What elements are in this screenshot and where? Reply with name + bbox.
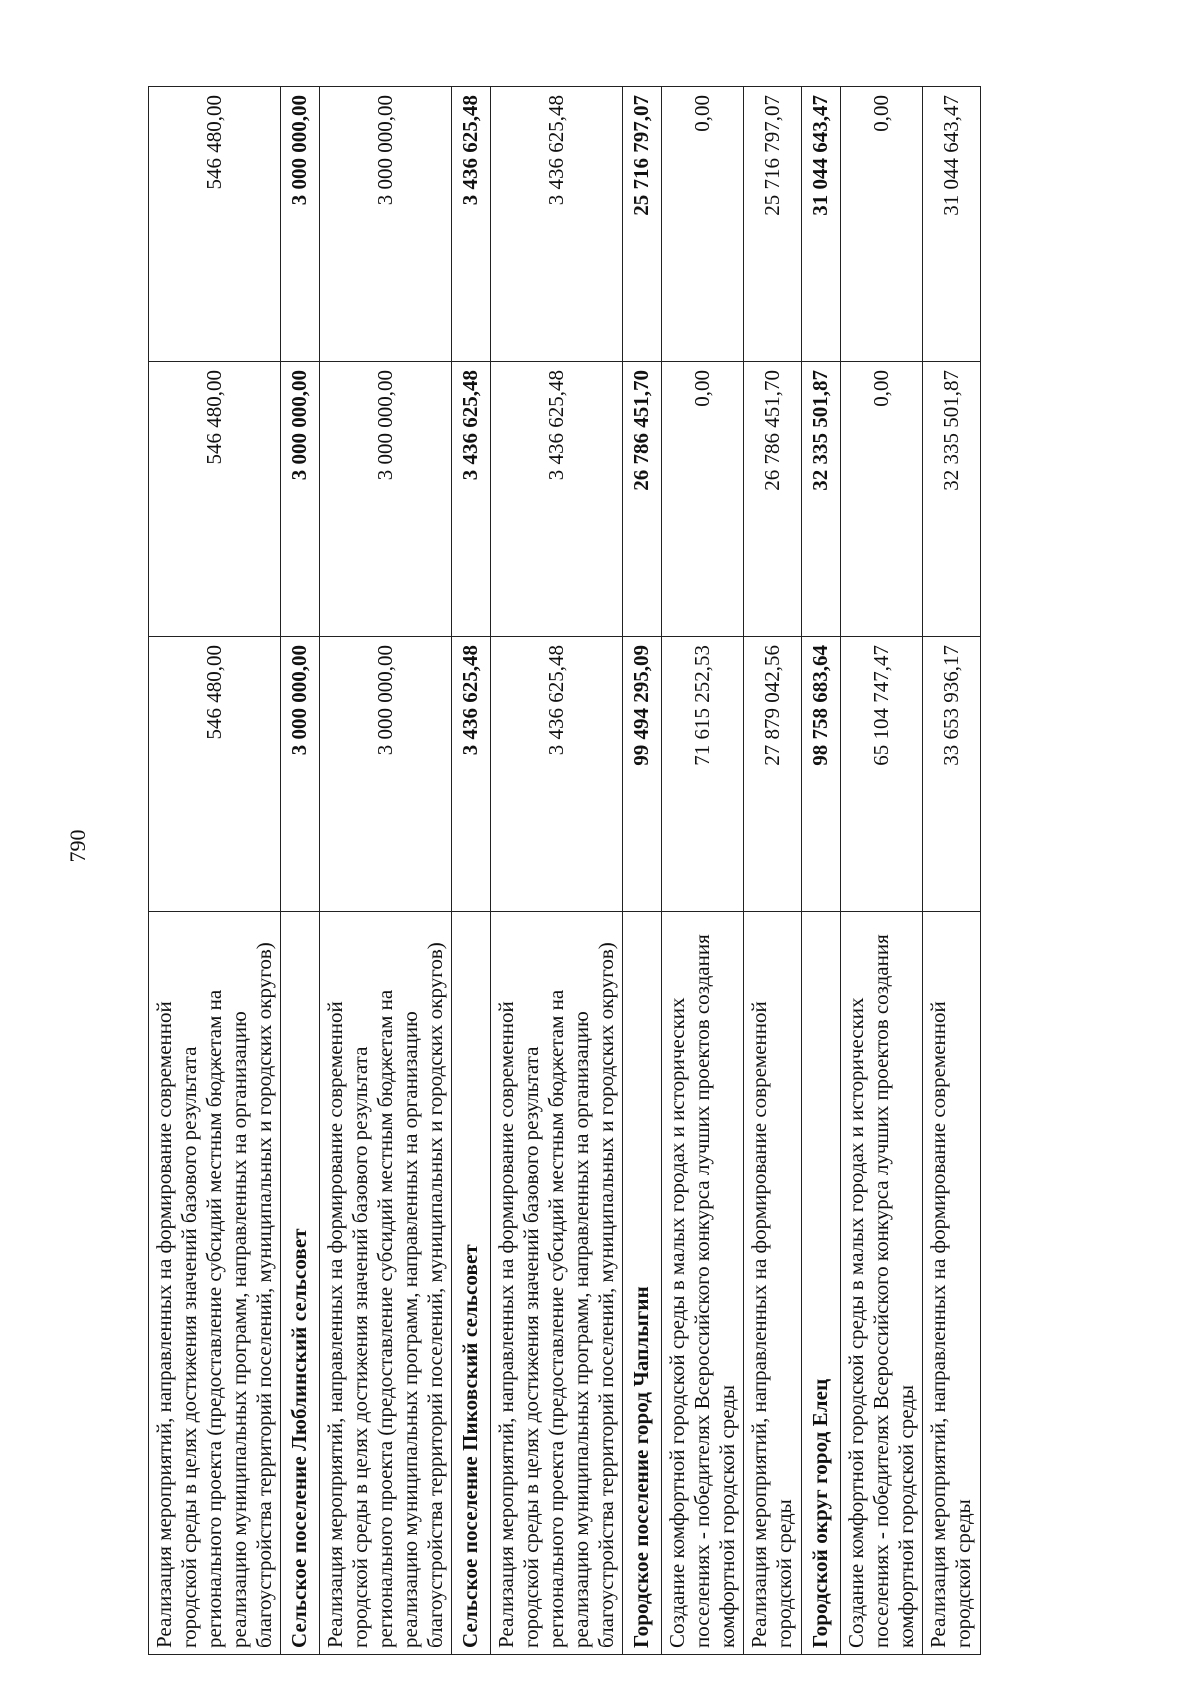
row-value-3: 3 436 625,48 xyxy=(452,87,491,362)
row-value-3: 546 480,00 xyxy=(149,87,281,362)
row-value-2: 546 480,00 xyxy=(149,362,281,637)
row-value-1: 3 000 000,00 xyxy=(281,637,320,912)
row-value-3: 3 000 000,00 xyxy=(320,87,452,362)
row-value-3: 0,00 xyxy=(662,87,744,362)
row-value-2: 3 000 000,00 xyxy=(320,362,452,637)
table-row-section xyxy=(623,87,662,1655)
budget-table xyxy=(148,86,981,1655)
row-value-2: 0,00 xyxy=(841,362,923,637)
table-row xyxy=(491,87,623,1655)
row-value-3: 3 436 625,48 xyxy=(491,87,623,362)
table-row xyxy=(662,87,744,1655)
row-value-1: 27 879 042,56 xyxy=(744,637,802,912)
row-description: Реализация мероприятий, направленных на формирование современной городской среды xyxy=(923,912,981,1655)
row-value-1: 3 000 000,00 xyxy=(320,637,452,912)
section-title: Сельское поселение Люблинский сельсовет xyxy=(281,912,320,1655)
row-value-3: 25 716 797,07 xyxy=(744,87,802,362)
table-row xyxy=(923,87,981,1655)
row-value-1: 33 653 936,17 xyxy=(923,637,981,912)
row-value-2: 26 786 451,70 xyxy=(744,362,802,637)
row-value-2: 3 000 000,00 xyxy=(281,362,320,637)
table-row xyxy=(320,87,452,1655)
section-title: Городской округ город Елец xyxy=(802,912,841,1655)
row-description: Создание комфортной городской среды в малых городах и исторических поселениях - победителях Всероссийского конкурса лучших проектов создания комфортной городской среды xyxy=(662,912,744,1655)
row-description: Реализация мероприятий, направленных на формирование современной городской среды в целях достижения значений базового результата регионального проекта (предоставление субсидий местным бюджетам на реализацию муниципальных программ, направленных на организацию благоустройства территорий поселений, муниципальных и городских округов) xyxy=(320,912,452,1655)
row-value-3: 25 716 797,07 xyxy=(623,87,662,362)
row-value-1: 3 436 625,48 xyxy=(452,637,491,912)
row-value-2: 3 436 625,48 xyxy=(491,362,623,637)
table-row xyxy=(149,87,281,1655)
row-value-2: 32 335 501,87 xyxy=(923,362,981,637)
row-value-3: 31 044 643,47 xyxy=(802,87,841,362)
row-value-2: 3 436 625,48 xyxy=(452,362,491,637)
row-value-1: 3 436 625,48 xyxy=(491,637,623,912)
row-value-3: 0,00 xyxy=(841,87,923,362)
table-row xyxy=(841,87,923,1655)
row-value-2: 32 335 501,87 xyxy=(802,362,841,637)
table-row-section xyxy=(802,87,841,1655)
row-value-2: 0,00 xyxy=(662,362,744,637)
row-description: Реализация мероприятий, направленных на формирование современной городской среды xyxy=(744,912,802,1655)
section-title: Сельское поселение Пиковский сельсовет xyxy=(452,912,491,1655)
row-description: Создание комфортной городской среды в малых городах и исторических поселениях - победителях Всероссийского конкурса лучших проектов создания комфортной городской среды xyxy=(841,912,923,1655)
section-title: Городское поселение город Чаплыгин xyxy=(623,912,662,1655)
table-row xyxy=(744,87,802,1655)
row-description: Реализация мероприятий, направленных на формирование современной городской среды в целях достижения значений базового результата регионального проекта (предоставление субсидий местным бюджетам на реализацию муниципальных программ, направленных на организацию благоустройства территорий поселений, муниципальных и городских округов) xyxy=(491,912,623,1655)
row-value-3: 3 000 000,00 xyxy=(281,87,320,362)
row-value-1: 546 480,00 xyxy=(149,637,281,912)
row-value-1: 98 758 683,64 xyxy=(802,637,841,912)
rotated-table-sheet xyxy=(148,87,1072,1655)
table-row-section xyxy=(452,87,491,1655)
row-value-1: 71 615 252,53 xyxy=(662,637,744,912)
row-description: Реализация мероприятий, направленных на формирование современной городской среды в целях достижения значений базового результата регионального проекта (предоставление субсидий местным бюджетам на реализацию муниципальных программ, направленных на организацию благоустройства территорий поселений, муниципальных и городских округов) xyxy=(149,912,281,1655)
row-value-3: 31 044 643,47 xyxy=(923,87,981,362)
row-value-2: 26 786 451,70 xyxy=(623,362,662,637)
row-value-1: 65 104 747,47 xyxy=(841,637,923,912)
row-value-1: 99 494 295,09 xyxy=(623,637,662,912)
table-row-section xyxy=(281,87,320,1655)
page-number: 790 xyxy=(65,829,90,863)
